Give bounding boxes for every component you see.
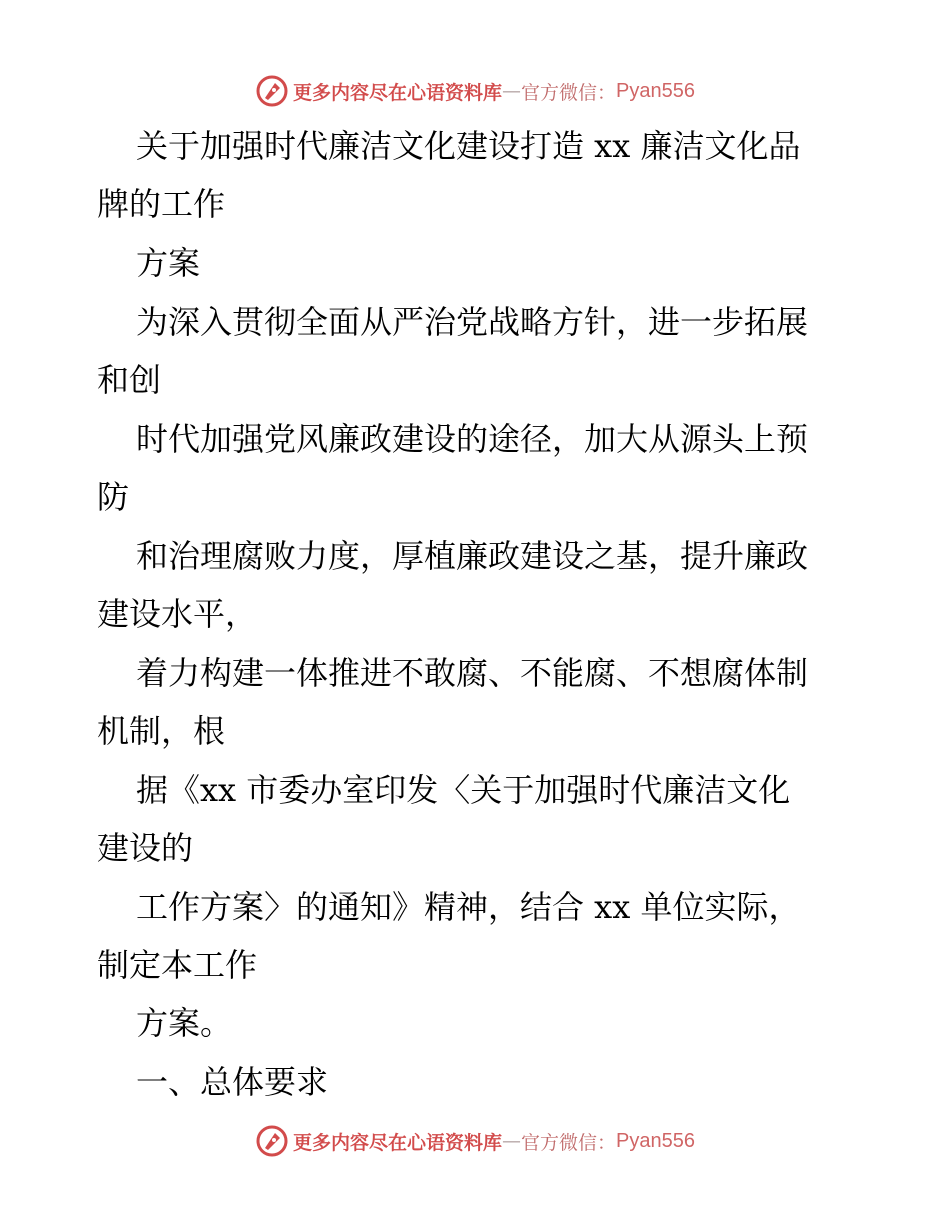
watermark-sub-text: 官方微信： — [521, 81, 617, 104]
text-line: 防 — [97, 478, 130, 516]
text-line: 制定本工作 — [97, 946, 258, 984]
text-line: 据《xx 市委办室印发〈关于加强时代廉洁文化 — [136, 771, 791, 809]
section-heading: 一、总体要求 — [136, 1063, 329, 1101]
text-line: 为深入贯彻全面从严治党战略方针，进一步拓展 — [136, 303, 809, 341]
watermark-wechat-id: Pyan556 — [616, 1129, 695, 1152]
footer-watermark — [0, 1121, 950, 1161]
watermark-main-text: 更多内容尽在心语资料库 — [293, 1131, 503, 1154]
text-line: 方案。 — [136, 1004, 233, 1042]
text-line: 和创 — [97, 361, 162, 399]
watermark-wechat-id: Pyan556 — [616, 79, 695, 102]
text-line: 牌的工作 — [97, 185, 226, 223]
watermark-dash: — — [502, 1130, 522, 1152]
pen-nib-logo-icon — [255, 1124, 289, 1158]
text-line: 关于加强时代廉洁文化建设打造 xx 廉洁文化品 — [136, 127, 801, 165]
watermark-dash: — — [502, 80, 522, 102]
watermark-main-text: 更多内容尽在心语资料库 — [293, 81, 503, 104]
text-line: 时代加强党风廉政建设的途径，加大从源头上预 — [136, 420, 809, 458]
watermark-sub-text: 官方微信： — [521, 1131, 617, 1154]
text-line: 和治理腐败力度，厚植廉政建设之基，提升廉政 — [136, 537, 809, 575]
text-line: 工作方案〉的通知》精神，结合 xx 单位实际， — [136, 888, 801, 926]
text-line: 机制，根 — [97, 712, 226, 750]
text-line: 建设水平， — [97, 595, 258, 633]
text-line: 着力构建一体推进不敢腐、不能腐、不想腐体制 — [136, 654, 809, 692]
text-line: 建设的 — [97, 829, 194, 867]
text-line: 方案 — [136, 244, 201, 282]
